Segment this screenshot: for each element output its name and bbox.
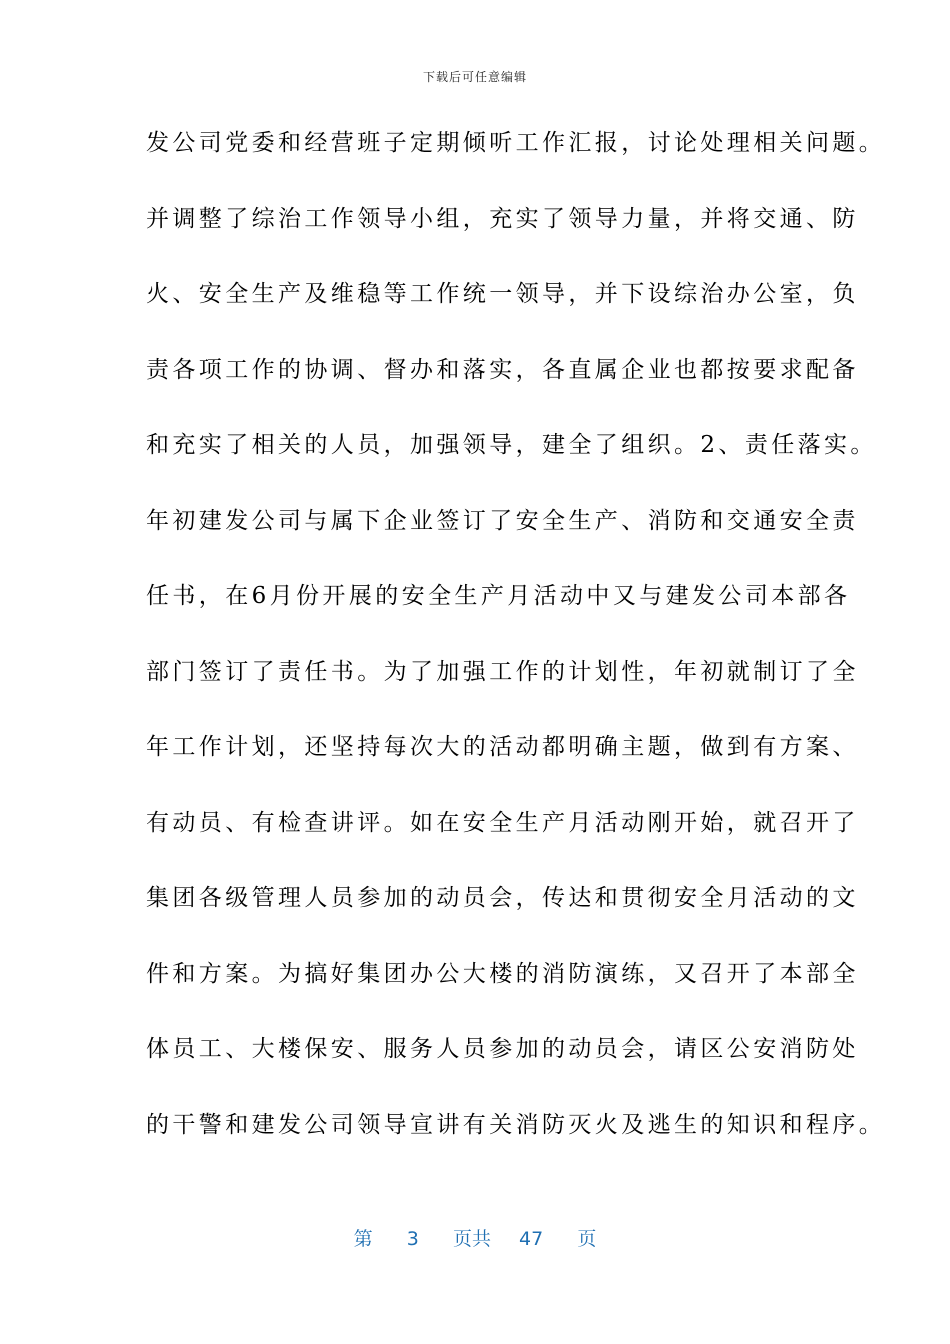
body-line: 责各项工作的协调、督办和落实，各直属企业也都按要求配备: [146, 356, 859, 383]
body-line: 有动员、有检查讲评。如在安全生产月活动刚开始，就召开了: [146, 809, 859, 836]
body-line: 年工作计划，还坚持每次大的活动都明确主题，做到有方案、: [146, 734, 859, 760]
document-body: [146, 118, 886, 1175]
page-footer: [0, 1224, 950, 1251]
body-line: 体员工、大楼保安、服务人员参加的动员会，请区公安消防处: [146, 1036, 859, 1062]
footer-current-page: 3: [406, 1228, 419, 1250]
footer-suffix: 页: [577, 1228, 597, 1250]
body-line: 件和方案。为搞好集团办公大楼的消防演练，又召开了本部全: [146, 960, 859, 987]
body-line: 火、安全生产及维稳等工作统一领导，并下设综治办公室，负: [146, 281, 859, 307]
body-line: 部门签订了责任书。为了加强工作的计划性，年初就制订了全: [146, 658, 859, 685]
body-line: 并调整了综治工作领导小组，充实了领导力量，并将交通、防: [146, 205, 859, 232]
body-line: 集团各级管理人员参加的动员会，传达和贯彻安全月活动的文: [146, 885, 859, 911]
page-header-note: 下载后可任意编辑: [422, 70, 527, 84]
body-line: 年初建发公司与属下企业签订了安全生产、消防和交通安全责: [146, 507, 859, 534]
footer-total-pages: 47: [519, 1228, 544, 1250]
footer-middle: 页共: [452, 1228, 491, 1250]
body-line: 的干警和建发公司领导宣讲有关消防灭火及逃生的知识和程序。: [146, 1111, 886, 1138]
body-line: 任书，在6月份开展的安全生产月活动中又与建发公司本部各: [146, 583, 851, 609]
footer-prefix: 第: [353, 1228, 373, 1250]
body-line: 和充实了相关的人员，加强领导，建全了组织。2、责任落实。: [146, 432, 877, 458]
body-line: 发公司党委和经营班子定期倾听工作汇报，讨论处理相关问题。: [146, 130, 886, 156]
